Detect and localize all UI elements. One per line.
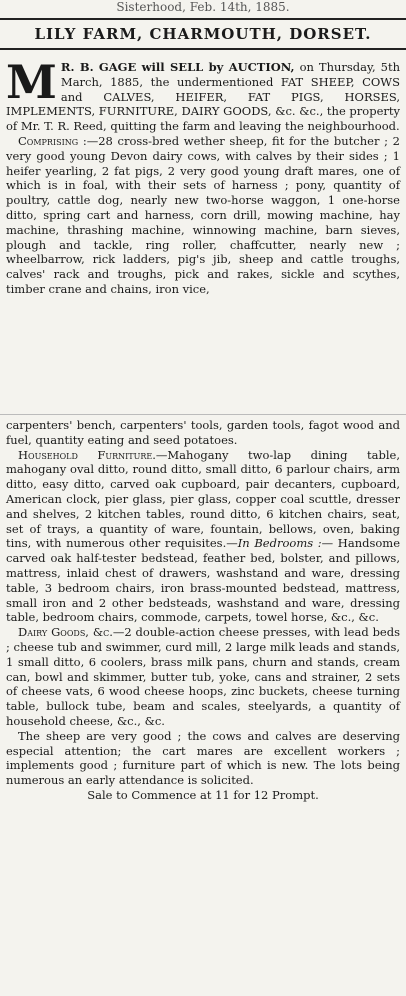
intro-paragraph [6,55,401,134]
intro-text: on Thursday, 5th March, 1885, the undermentioned FAT SHEEP, COWS and CALVES, HEIFER, FAT PIGS, HORSES, IMPLEMENTS, FURNITURE, DAIRY GOODS, &c. &c., the property of Mr. T. R. Reed, quitting the farm and leaving the neighbourhood. [6,60,401,134]
headline-rule [0,48,406,50]
continuation-text: carpenters' bench, carpenters' tools, garden tools, fagot wood and fuel, quantity eating and seed potatoes. [6,418,400,447]
dairy-text: —2 double-action cheese presses, with lead beds ; cheese tub and swimmer, curd mill, 2 large milk leads and stands, 1 small ditto, 6 coolers, brass milk pans, churn and stands, cream can, bowl and skimmer, butter tub, yoke, cans and strainer, 2 sets of cheese vats, 6 wood cheese hoops, zinc buckets, cheese turning table, bullock tube, beam and scales, steelyards, a quantity of household cheese, &c., &c. [6,625,400,728]
dairy-label: Dairy Goods, &c. [18,625,113,640]
comprising-label: Comprising : [18,133,87,148]
household-text: —Mahogany two-lap dining table, mahogany oval ditto, round ditto, small ditto, 6 parlour chairs, arm ditto, easy ditto, carved oak cupboard, pair decanters, cupboard, American clock, pier glass, pier glass, copper coal scuttle, dresser and shelves, 2 kitchen tables, round ditto, 6 kitchen chairs, seat, set of trays, a quantity of ware, fountain, bellows, oven, baking tins, with numerous other requisites.— [6,447,400,551]
headline: LILY FARM, CHARMOUTH, DORSET. [34,25,372,43]
drop-cap: M [6,55,57,109]
comprising-paragraph [6,134,400,297]
household-label: Household Furniture. [18,447,156,462]
advertisement-body-part1 [6,55,401,297]
advertisement-body-part2 [6,418,400,803]
dairy-paragraph [6,625,400,729]
household-paragraph [6,448,400,626]
masthead-line: Sisterhood, Feb. 14th, 1885. [116,0,290,14]
remarks-paragraph: The sheep are very good ; the cows and calves are deserving especial attention; the cart mares are excellent workers ; implements good ; furniture part of which is new. The lots being numerous an early attendance is solicited. [6,728,400,788]
bedrooms-text: — Handsome carved oak half-tester bedstead, feather bed, bolster, and pillows, mattress, inlaid chest of drawers, washstand and ware, dressing table, 3 bedroom chairs, iron brass-mounted bedstead, mattress, small iron and 2 other bedsteads, washstand and ware, dressing table, bedroom chairs, commode, carpets, towel horse, &c., &c. [6,536,400,625]
comprising-text: —28 cross-bred wether sheep, fit for the butcher ; 2 very good young Devon dairy cows, with calves by their sides ; 1 heifer yearling, 2 fat pigs, 2 very good young draft mares, one of which is in foal, with their sets of harness ; pony, quantity of poultry, cattle dog, nearly new two-horse waggon, 1 one-horse ditto, spring cart and harness, corn drill, mowing machine, hay machine, thrashing machine, winnowing machine, barn sieves, plough and tackle, ring roller, chaffcutter, nearly new ; wheelbarrow, rick ladders, pig's jib, sheep and cattle troughs, calves' rack and troughs, pick and rakes, sickle and scythes, timber crane and chains, iron vice, [6,133,400,296]
bedrooms-label: In Bedrooms : [237,536,322,551]
clipping-seam [0,414,406,415]
intro-lead: R. B. GAGE will SELL by AUCTION, [60,60,295,74]
closing-line: Sale to Commence at 11 for 12 Prompt. [87,787,319,802]
top-rule [0,18,406,20]
